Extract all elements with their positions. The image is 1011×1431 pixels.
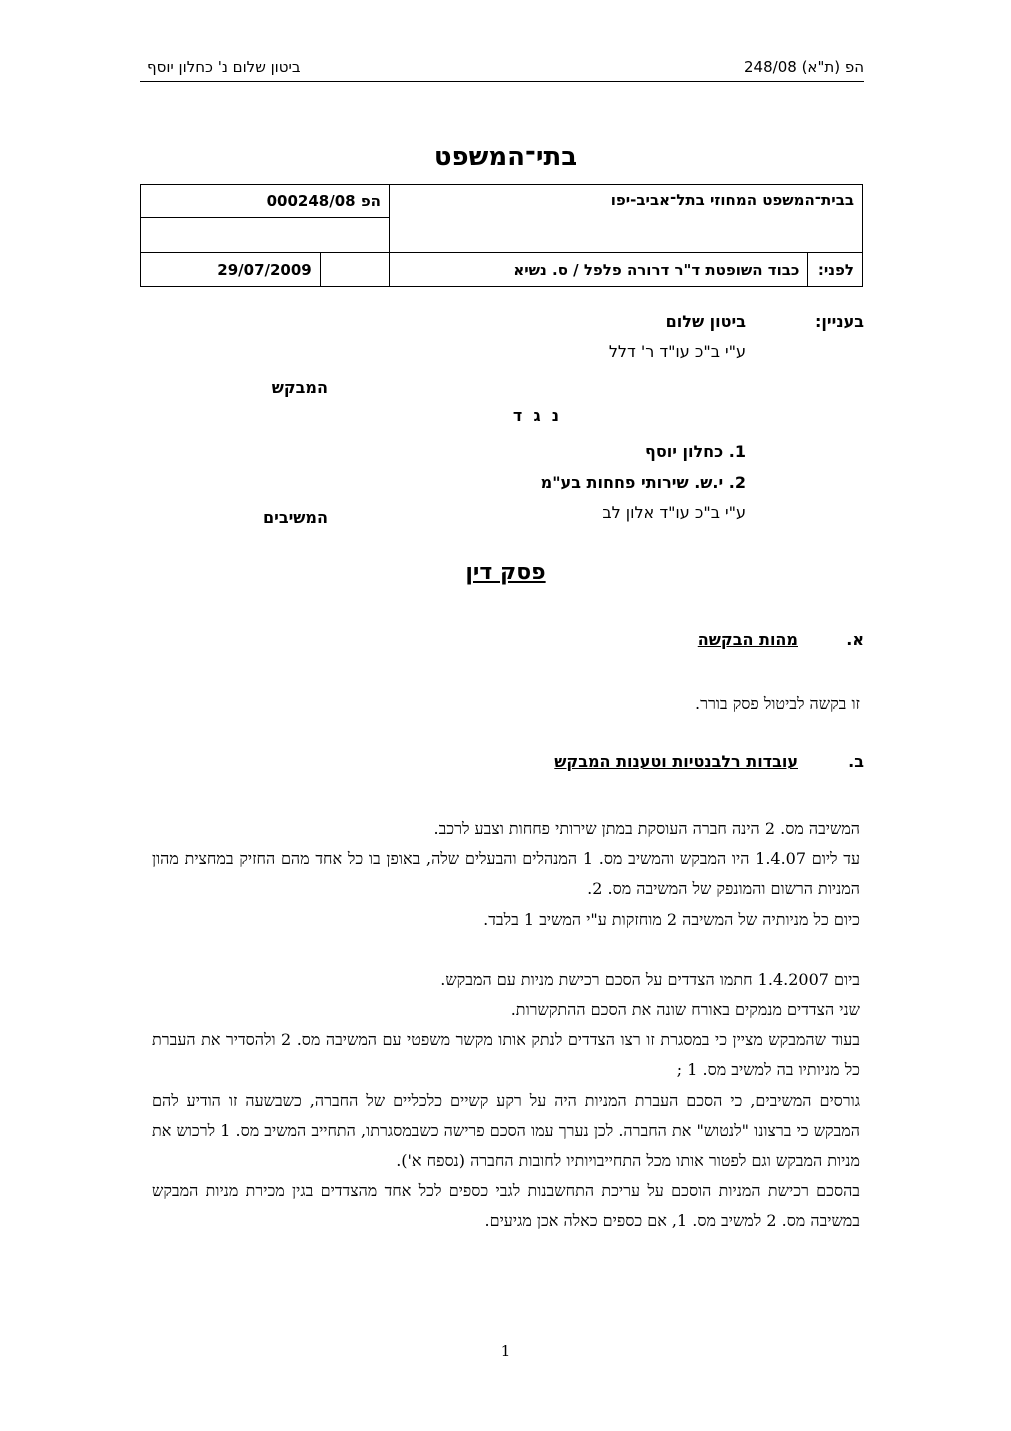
section-a-body (152, 689, 860, 719)
paragraph: עד ליום 1.4.07 היו המבקש והמשיב מס. 1 המנהלים והבעלים שלה, באופן בו כל אחד מהם החזיק במחצית מהון המניות הרשום והמונפק של המשיבה מס. 2. (152, 849, 861, 899)
court-title: בתי־המשפט (433, 142, 578, 172)
section-a-letter: א. (846, 630, 864, 649)
header-parties: ביטון שלום נ' כחלון יוסף (147, 58, 301, 76)
paragraph: שני הצדדים מנמקים באורח שונה את הסכם ההתקשרות. (510, 1000, 860, 1020)
respondents-counsel: ע"י ב"כ עו"ד אלון לב (602, 503, 746, 522)
section-b-letter: ב. (848, 752, 864, 771)
paragraph: כיום כל מניותיה של המשיבה 2 מוחזקות ע"י המשיב 1 בלבד. (483, 909, 860, 929)
court-name: בבית־המשפט המחוזי בתל־אביב-יפו (610, 191, 854, 209)
case-table (140, 184, 863, 287)
page-number: 1 (500, 1342, 511, 1360)
blank-cell (320, 253, 389, 287)
before-label: לפני: (817, 260, 854, 279)
applicant-role: המבקש (271, 378, 328, 397)
judge-name: כבוד השופטת ד"ר דרורה פלפל / ס. נשיא (513, 260, 800, 279)
respondents-role: המשיבים (262, 508, 328, 527)
paragraph: בעוד שהמבקש מציין כי במסגרת זו רצו הצדדים לנתק אותו מקשר משפטי עם המשיבה מס. 2 ולהסדיר את העברת כל מניותיו בה למשיב מס. 1 ; (152, 1030, 860, 1080)
paragraph: המשיבה מס. 2 הינה חברה העוסקת במתן שירותי פחחות וצבע לרכב. (433, 819, 860, 838)
section-a-title: מהות הבקשה (697, 630, 798, 649)
paragraph: זו בקשה לביטול פסק בורר. (695, 694, 860, 713)
empty-cell (141, 218, 390, 253)
case-number-cell (141, 185, 390, 218)
respondent-2: 2. י.ש. שירותי פחחות בע"מ (540, 473, 746, 492)
applicant-name: ביטון שלום (665, 312, 746, 331)
court-name-cell (390, 185, 863, 253)
header-case-ref: הפ (ת"א) 248/08 (744, 58, 864, 76)
case-number: הפ 000248/08 (266, 192, 381, 210)
paragraph: בהסכם רכישת המניות הוסכם על עריכת התחשבנות לגבי כספים לכל אחד מהצדדים בגין מכירת מניות המבקש במשיבה מס. 2 למשיב מס. 1, אם כספים כאלה אכן מגיעים. (152, 1181, 860, 1231)
section-b-title: עובדות רלבנטיות וטענות המבקש (554, 752, 798, 771)
applicant-counsel: ע"י ב"כ עו"ד ר' דלל (608, 342, 746, 361)
paragraph: ביום 1.4.2007 חתמו הצדדים על הסכם רכישת מניות עם המבקש. (440, 969, 860, 989)
matter-label: בעניין: (815, 312, 864, 331)
date-cell (141, 253, 321, 287)
case-date: 29/07/2009 (217, 260, 312, 279)
verdict-title: פסק דין (465, 560, 546, 585)
judge-cell (390, 253, 808, 287)
section-b-body (152, 814, 860, 1237)
versus-label: נ ג ד (512, 406, 559, 425)
header-rule (140, 81, 864, 82)
paragraph: גורסים המשיבים, כי הסכם העברת המניות היה על רקע קשיים כלכליים של החברה, כשבשעה זו הודיע להם המבקש כי ברצונו "לנטוש" את החברה. לכן נערך עמו הסכם פרישה כשבמסגרתו, התחייב המשיב מס. 1 לרכוש את מניות המבקש וגם לפטור אותו מכל התחייבויותיו לחובות החברה (נספח א'). (152, 1090, 860, 1171)
before-label-cell (808, 253, 863, 287)
respondent-1: 1. כחלון יוסף (645, 442, 746, 461)
